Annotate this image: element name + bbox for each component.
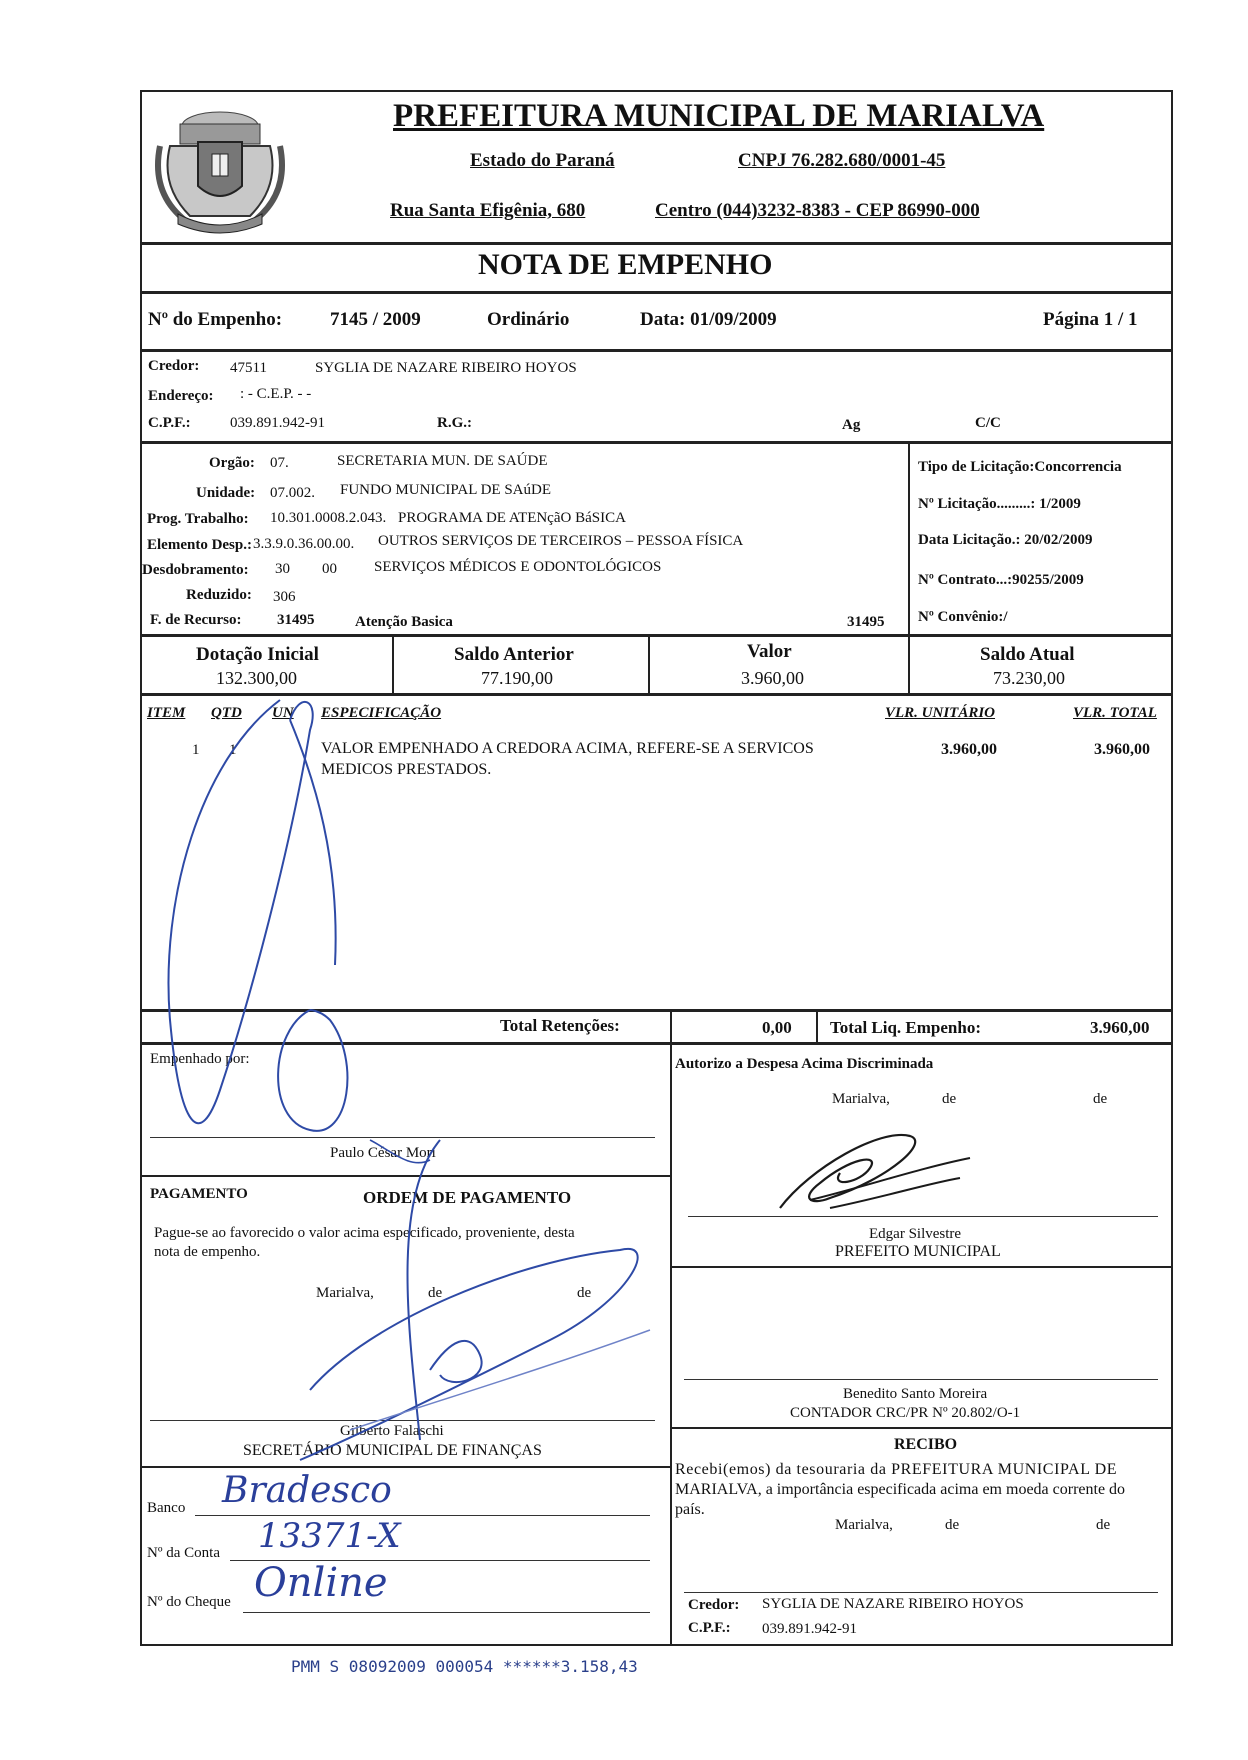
banco-value: Bradesco	[222, 1470, 392, 1511]
desd-nome: SERVIÇOS MÉDICOS E ODONTOLÓGICOS	[374, 559, 662, 575]
saldo-anterior-label: Saldo Anterior	[454, 644, 574, 665]
saldo-atual-label: Saldo Atual	[980, 644, 1075, 665]
credor-label: Credor:	[148, 358, 200, 374]
reduzido-label: Reduzido:	[186, 587, 252, 603]
elem-nome: OUTROS SERVIÇOS DE TERCEIROS – PESSOA FÍSICA	[378, 533, 744, 549]
empenho-numero-label: Nº do Empenho:	[148, 309, 283, 330]
empenho-numero: 7145 / 2009	[330, 309, 421, 330]
endereco-value: : - C.E.P. - -	[240, 386, 312, 402]
col-vlr-total: VLR. TOTAL	[1073, 705, 1157, 721]
contador-cargo: CONTADOR CRC/PR Nº 20.802/O-1	[790, 1405, 1021, 1421]
conta-value: 13371-X	[258, 1516, 401, 1556]
contador-nome: Benedito Santo Moreira	[843, 1386, 988, 1402]
row-vlr-unitario: 3.960,00	[941, 741, 997, 758]
col-qtd: QTD	[211, 705, 242, 721]
empenhado-label: Empenhado por:	[150, 1051, 250, 1067]
cheque-label: Nº do Cheque	[147, 1594, 231, 1610]
desd-cod1: 30	[275, 561, 290, 577]
empenho-pagina: Página 1 / 1	[1043, 309, 1138, 330]
dotacao-divider	[908, 442, 910, 636]
valor-value: 3.960,00	[741, 668, 804, 688]
licitacao-contrato: Nº Contrato...:90255/2009	[918, 572, 1084, 588]
empenho-data: Data: 01/09/2009	[640, 309, 777, 330]
empenho-tipo: Ordinário	[487, 309, 570, 330]
endereco-label: Endereço:	[148, 388, 214, 404]
col-item: ITEM	[147, 705, 186, 721]
signature-gilberto-falaschi	[290, 1140, 680, 1470]
recibo-de2: de	[1096, 1517, 1111, 1533]
recibo-credor: SYGLIA DE NAZARE RIBEIRO HOYOS	[762, 1596, 1024, 1612]
secretario-cargo: SECRETÁRIO MUNICIPAL DE FINANÇAS	[243, 1442, 542, 1459]
col-vlr-unitario: VLR. UNITÁRIO	[885, 705, 996, 721]
recibo-titulo: RECIBO	[894, 1436, 958, 1453]
desd-cod2: 00	[322, 561, 337, 577]
elem-label: Elemento Desp.:	[147, 537, 252, 553]
dotacao-inicial-label: Dotação Inicial	[196, 644, 319, 665]
conta-label: Nº da Conta	[147, 1545, 220, 1561]
pagamento-titulo: PAGAMENTO	[150, 1186, 248, 1202]
recibo-de1: de	[945, 1517, 960, 1533]
rg-label: R.G.:	[437, 415, 472, 431]
pagamento-local: Marialva,	[316, 1285, 374, 1301]
signature-paulo-mori	[140, 700, 500, 1170]
row-espec-line2: MEDICOS PRESTADOS.	[321, 761, 492, 778]
contador-sign-line	[684, 1379, 1158, 1380]
desd-label: Desdobramento:	[142, 562, 249, 578]
coat-of-arms-logo	[150, 96, 290, 236]
ag-label: Ag	[842, 417, 861, 433]
recebedor-sign-line	[684, 1592, 1158, 1593]
row-item: 1	[192, 742, 200, 758]
header-title: PREFEITURA MUNICIPAL DE MARIALVA	[393, 98, 1045, 134]
licitacao-tipo: Tipo de Licitação:Concorrencia	[918, 459, 1122, 475]
row-vlr-total: 3.960,00	[1094, 741, 1150, 758]
unidade-cod: 07.002.	[270, 485, 315, 501]
header-centro: Centro (044)3232-8383 - CEP 86990-000	[655, 200, 980, 221]
banco-label: Banco	[147, 1500, 186, 1516]
cheque-value: Online	[254, 1560, 388, 1606]
retencoes-label: Total Retenções:	[500, 1016, 620, 1035]
prog-label: Prog. Trabalho:	[147, 511, 249, 527]
recurso-label: F. de Recurso:	[150, 612, 242, 628]
licitacao-data: Data Licitação.: 20/02/2009	[918, 532, 1093, 548]
recibo-credor-label: Credor:	[688, 1597, 740, 1613]
valor-label: Valor	[747, 641, 792, 662]
reduzido-value: 306	[273, 589, 296, 605]
recurso-nome: Atenção Basica	[355, 614, 453, 630]
orgao-label: Orgão:	[209, 455, 255, 471]
unidade-label: Unidade:	[196, 485, 256, 501]
licitacao-convenio: Nº Convênio:/	[918, 609, 1008, 625]
recibo-texto3: país.	[675, 1501, 705, 1518]
processing-stamp: PMM S 08092009 000054 ******3.158,43	[291, 1657, 638, 1676]
empenhado-nome: Paulo César Mori	[330, 1145, 436, 1161]
unidade-nome: FUNDO MUNICIPAL DE SAúDE	[340, 482, 551, 498]
cpf-label: C.P.F.:	[148, 415, 191, 431]
cpf-value: 039.891.942-91	[230, 415, 325, 431]
elem-cod: 3.3.9.0.36.00.00.	[253, 536, 355, 552]
recurso-cod2: 31495	[847, 614, 885, 630]
recibo-cpf-label: C.P.F.:	[688, 1620, 731, 1636]
doc-title: NOTA DE EMPENHO	[478, 248, 773, 281]
prefeito-cargo: PREFEITO MUNICIPAL	[835, 1243, 1001, 1260]
signature-edgar-silvestre	[770, 1128, 990, 1228]
header-cnpj: CNPJ 76.282.680/0001-45	[738, 150, 946, 171]
autorizo-local: Marialva,	[832, 1091, 890, 1107]
prog-cod: 10.301.0008.2.043.	[270, 510, 387, 526]
licitacao-numero: Nº Licitação.........: 1/2009	[918, 496, 1081, 512]
ordem-pagamento-titulo: ORDEM DE PAGAMENTO	[363, 1188, 572, 1207]
recibo-local: Marialva,	[835, 1517, 893, 1533]
recibo-texto2: MARIALVA, a importância especificada acima em moeda corrente do	[675, 1481, 1126, 1498]
credor-codigo: 47511	[230, 360, 267, 376]
total-liq-label: Total Liq. Empenho:	[830, 1018, 981, 1037]
pagamento-texto2: nota de empenho.	[154, 1244, 261, 1260]
cc-label: C/C	[975, 415, 1001, 431]
header-estado: Estado do Paraná	[470, 150, 615, 171]
prog-nome: PROGRAMA DE ATENçãO BáSICA	[398, 510, 626, 526]
dotacao-inicial-value: 132.300,00	[216, 668, 297, 688]
total-liq-value: 3.960,00	[1090, 1018, 1150, 1037]
row-qtd: 1	[229, 742, 237, 758]
prefeito-nome: Edgar Silvestre	[869, 1226, 962, 1242]
recibo-texto1: Recebi(emos) da tesouraria da PREFEITURA MUNICIPAL DE	[675, 1461, 1118, 1478]
orgao-nome: SECRETARIA MUN. DE SAÚDE	[337, 453, 548, 469]
recibo-cpf: 039.891.942-91	[762, 1621, 857, 1637]
row-espec-line1: VALOR EMPENHADO A CREDORA ACIMA, REFERE-SE A SERVICOS	[321, 740, 814, 757]
autorizo-de1: de	[942, 1091, 957, 1107]
saldo-atual-value: 73.230,00	[993, 668, 1065, 688]
pagamento-de2: de	[577, 1285, 592, 1301]
pagamento-texto1: Pague-se ao favorecido o valor acima especificado, proveniente, desta	[154, 1225, 575, 1241]
autorizo-titulo: Autorizo a Despesa Acima Discriminada	[675, 1056, 934, 1072]
orgao-cod: 07.	[270, 455, 289, 471]
col-un: UN	[272, 705, 294, 721]
retencoes-value: 0,00	[762, 1018, 792, 1037]
credor-nome: SYGLIA DE NAZARE RIBEIRO HOYOS	[315, 360, 577, 376]
saldo-anterior-value: 77.190,00	[481, 668, 553, 688]
header-rua: Rua Santa Efigênia, 680	[390, 200, 586, 221]
pagamento-de1: de	[428, 1285, 443, 1301]
autorizo-de2: de	[1093, 1091, 1108, 1107]
col-especificacao: ESPECIFICAÇÃO	[321, 705, 442, 721]
secretario-nome: Gilberto Falaschi	[340, 1423, 444, 1439]
recurso-cod: 31495	[277, 612, 315, 628]
